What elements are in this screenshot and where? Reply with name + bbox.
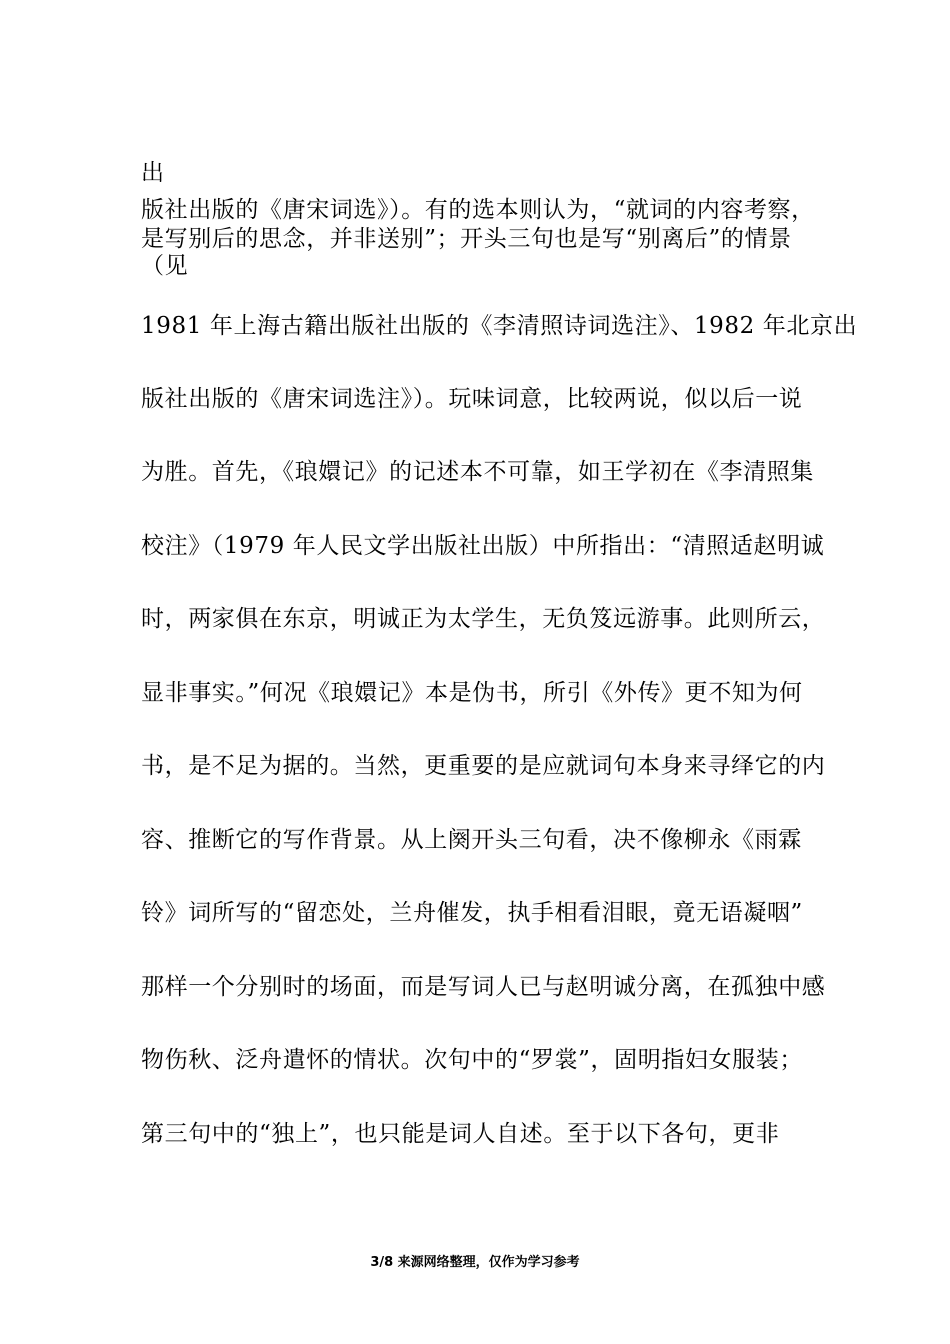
text-line-8: 校注》（1979 年人民文学出版社出版）中所指出：“清照适赵明诚 [141,533,825,559]
text-line-11: 书，是不足为据的。当然，更重要的是应就词句本身来寻绎它的内 [141,753,826,779]
text-line-12: 容、推断它的写作背景。从上阕开头三句看，决不像柳永《雨霖 [141,827,802,853]
text-line-16: 第三句中的“独上”，也只能是词人自述。至于以下各句，更非 [141,1121,780,1147]
page-footer: 3/8 来源网络整理，仅作为学习参考 [370,1255,580,1270]
text-line-1: 出 [141,160,165,186]
text-line-2: 版社出版的《唐宋词选》）。有的选本则认为，“就词的内容考察， [141,197,815,223]
text-line-15: 物伤秋、泛舟遣怀的情状。次句中的“罗裳”，固明指妇女服装； [141,1047,803,1073]
text-line-14: 那样一个分别时的场面，而是写词人已与赵明诚分离，在孤独中感 [141,974,826,1000]
text-line-10: 显非事实。”何况《琅嬛记》本是伪书，所引《外传》更不知为何 [141,680,803,706]
text-line-4: （见 [141,253,189,279]
text-line-3: 是写别后的思念，并非送别”；开头三句也是写“别离后”的情景 [141,226,792,252]
text-line-7: 为胜。首先，《琅嬛记》的记述本不可靠，如王学初在《李清照集 [141,459,814,485]
text-line-6: 版社出版的《唐宋词选注》）。玩味词意，比较两说，似以后一说 [141,386,803,412]
text-line-5: 1981 年上海古籍出版社出版的《李清照诗词选注》、1982 年北京出 [141,313,858,339]
text-line-13: 铃》词所写的“留恋处，兰舟催发，执手相看泪眼，竟无语凝咽” [141,900,803,926]
text-line-9: 时，两家俱在东京，明诚正为太学生，无负笈远游事。此则所云， [141,606,826,632]
